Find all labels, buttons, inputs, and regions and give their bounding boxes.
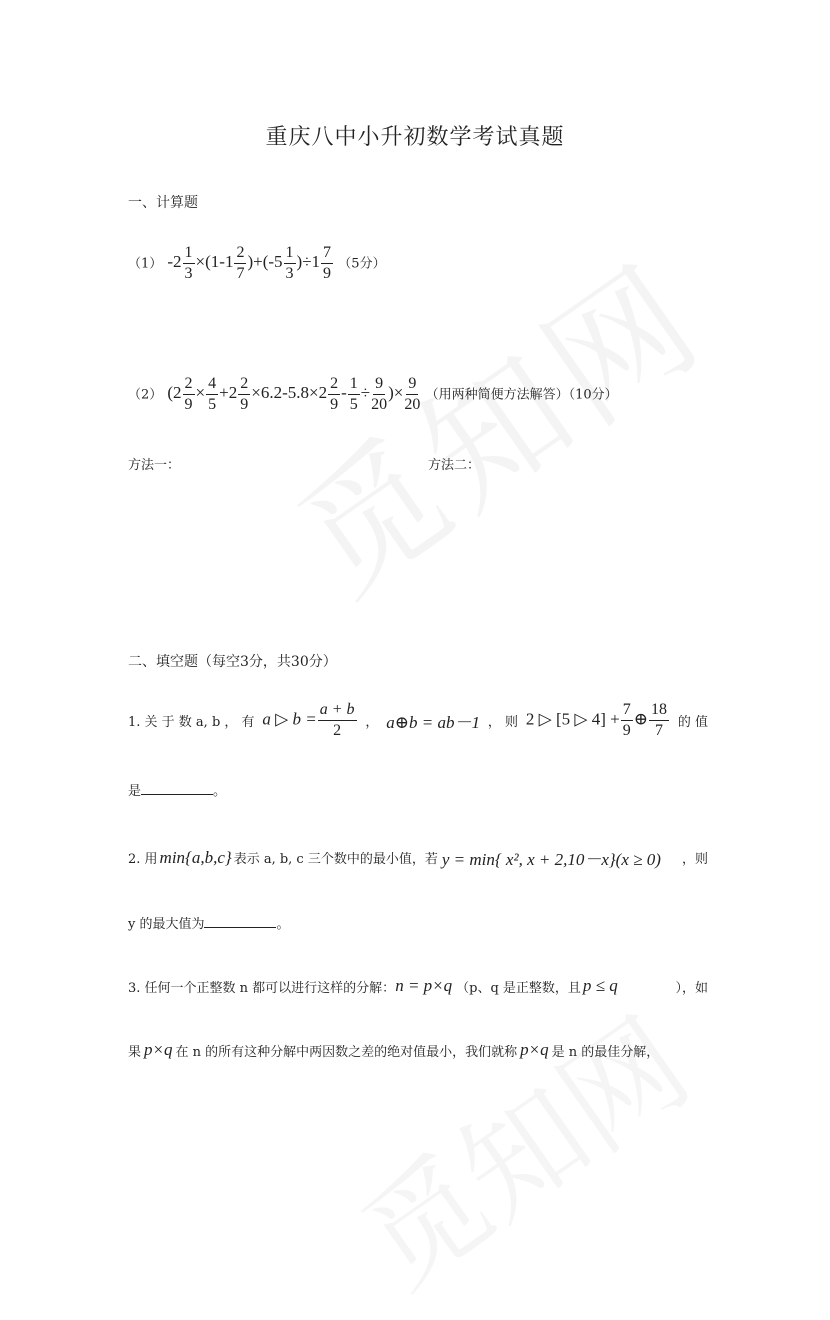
section2-heading: 二、填空题（每空3分，共30分） <box>128 654 337 670</box>
q2-expression: (2 $\frac{2}{9}$ × $\frac{4}{5}$ +2 $\frac{2}{9}$ ×6.2-5.8×2 $\frac{2}{9}$ - $\frac{1}{5}$ ÷ $\frac{9}{20}$ )× $\frac{9}{20}$ <box>167 375 421 413</box>
fill-question-1-line2: 是 。 <box>128 784 227 799</box>
fq1-suffix: 的 值 <box>677 715 708 730</box>
fq3-math: p ≤ q <box>582 976 618 995</box>
fq3-text: （p、q 是正整数，且 <box>456 980 581 996</box>
fq2-text: 2. 用 <box>128 852 158 867</box>
method-two-label: 方法二： <box>428 458 481 473</box>
q2-label: （2） <box>128 387 163 403</box>
q1-part: )÷1 <box>296 252 321 272</box>
fq1-def2: a⊕b = ab－1 <box>386 713 480 732</box>
fill-question-2-line2: y 的最大值为 。 <box>128 917 290 932</box>
fq2-expr: y = min{ x², x + 2,10－x}(x ≥ 0) <box>441 850 661 869</box>
fq2-text: ，则 <box>681 852 708 867</box>
answer-blank[interactable] <box>204 915 276 928</box>
q1-label: （1） <box>128 256 163 272</box>
fraction: $\frac{4}{5}$ <box>208 375 217 413</box>
fraction: $\frac{18}{7}$ <box>650 701 667 739</box>
fraction: $\frac{a + b}{2}$ <box>319 701 355 739</box>
fraction: $\frac{2}{9}$ <box>330 375 339 413</box>
fq3-text: 果 <box>128 1044 142 1060</box>
fq3-text: 3. 任何一个正整数 n 都可以进行这样的分解： <box>128 980 396 996</box>
fq3-math: n = p×q <box>395 976 453 995</box>
fraction: $\frac{9}{20}$ <box>371 375 388 413</box>
fq3-text: 是 n 的最佳分解， <box>551 1044 660 1060</box>
fraction: $\frac{2}{9}$ <box>240 375 249 413</box>
fraction: $\frac{1}{5}$ <box>349 375 358 413</box>
fraction: $\frac{1}{3}$ <box>285 244 294 282</box>
fq3-math: p×q <box>520 1040 549 1059</box>
fraction: $\frac{1}{3}$ <box>184 244 193 282</box>
fq3-math: p×q <box>144 1040 173 1059</box>
fq1-then: ， 则 <box>487 715 519 730</box>
fq2-min-notation: min{a,b,c} <box>159 847 232 867</box>
q1-part: )+(-5 <box>247 252 283 272</box>
fill-question-2 <box>128 845 708 870</box>
q1-part: (1-1 <box>205 252 234 272</box>
fraction: $\frac{7}{9}$ <box>323 244 332 282</box>
fraction: $\frac{2}{9}$ <box>184 375 193 413</box>
fill-question-1 <box>128 702 708 739</box>
q1-score: （5分） <box>338 256 386 272</box>
fraction: $\frac{7}{9}$ <box>622 701 631 739</box>
fill-question-3 <box>128 976 708 996</box>
q2-note: （用两种简便方法解答）（10分） <box>425 387 618 403</box>
fq1-def1: a ▷ b = $\frac{a + b}{2}$ <box>262 701 355 739</box>
fq1-sep: ， <box>365 715 379 730</box>
answer-blank[interactable] <box>141 782 213 795</box>
question-1-2 <box>128 376 618 413</box>
watermark-bottom <box>323 972 717 1319</box>
q1-expression <box>167 244 338 282</box>
q1-part: × <box>195 252 206 272</box>
fraction: $\frac{9}{20}$ <box>404 375 421 413</box>
fq2-text: 表示 a, b, c 三个数中的最小值，若 <box>233 852 438 867</box>
page-title: 重庆八中小升初数学考试真题 <box>265 125 565 150</box>
fq3-text: 在 n 的所有这种分解中两因数之差的绝对值最小，我们就称 <box>175 1044 518 1060</box>
question-1-1 <box>128 245 386 282</box>
fraction: $\frac{2}{7}$ <box>236 244 245 282</box>
fill-question-3-line2 <box>128 1040 708 1060</box>
fq3-text: ），如 <box>675 980 708 996</box>
method-one-label: 方法一： <box>128 458 181 473</box>
q1-part: -2 <box>167 252 182 272</box>
fq1-prefix: 1. 关 于 数 a, b ， 有 <box>128 715 255 730</box>
fq1-expr: 2 ▷ [5 ▷ 4] + $\frac{7}{9}$ ⊕ $\frac{18}{7}$ <box>525 701 667 739</box>
section1-heading: 一、计算题 <box>128 195 198 211</box>
